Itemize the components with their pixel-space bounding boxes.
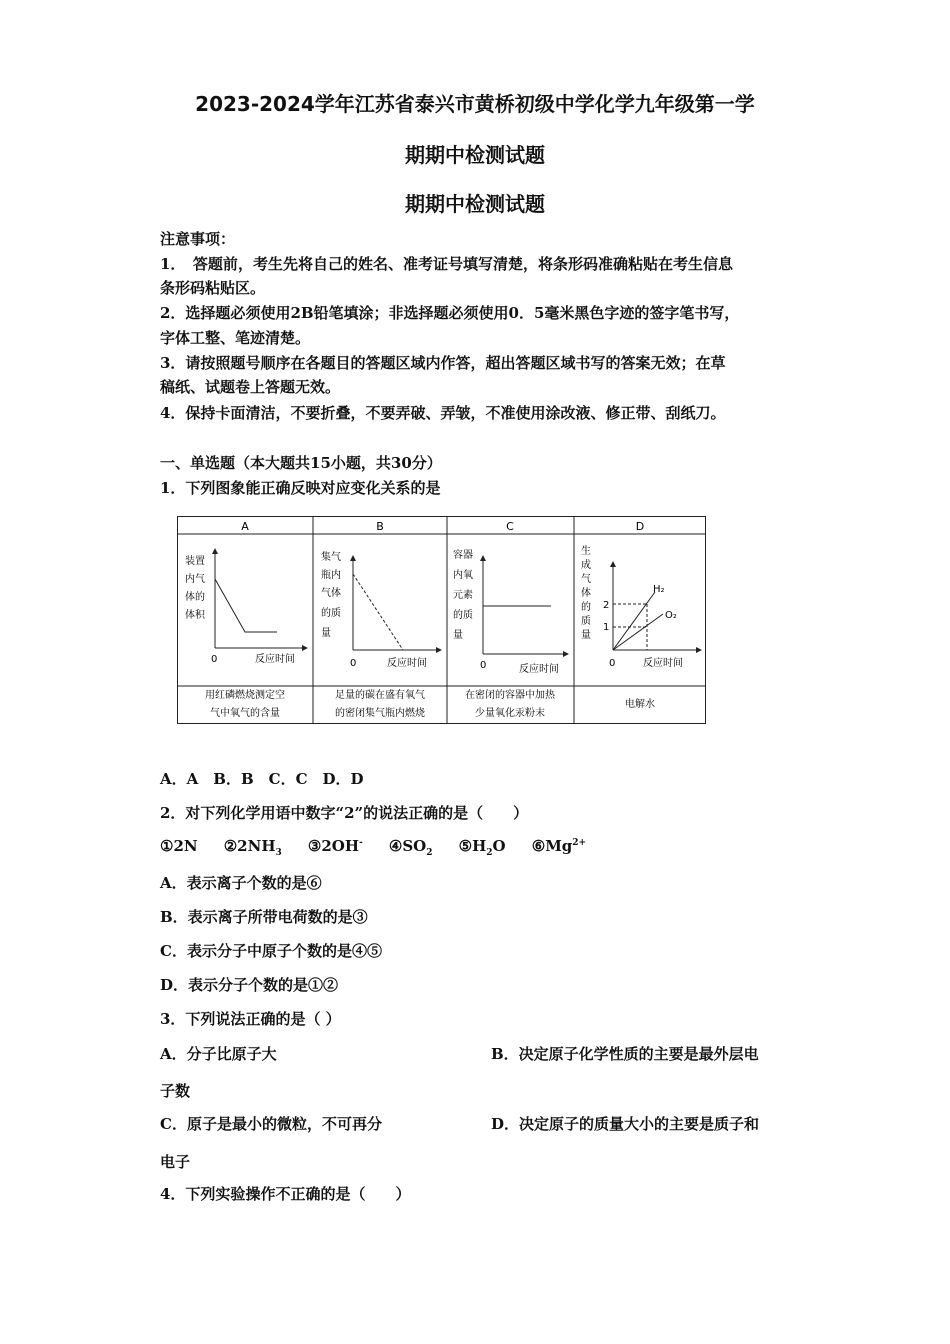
q2-item-1: ①2N <box>160 837 198 855</box>
graph-c-ylabel: 元素 <box>453 590 473 601</box>
graph-d-ylabel: 的 <box>581 602 591 613</box>
graph-d-ylabel: 成 <box>581 560 591 571</box>
graph-d-tick-2: 2 <box>603 600 610 611</box>
graph-a-ylabel: 装置 <box>185 556 205 567</box>
question-1-options: A．A B．B C．C D．D <box>160 770 364 788</box>
question-3-option-a: A．分子比原子大 <box>160 1045 277 1063</box>
graph-b-ylabel: 瓶内 <box>321 570 341 581</box>
figure-svg <box>177 516 706 724</box>
graph-c-ylabel: 内氧 <box>453 570 473 581</box>
title-line-2: 期期中检测试题 <box>405 143 545 167</box>
graph-b-curve <box>353 574 403 650</box>
question-1-stem: 1．下列图象能正确反映对应变化关系的是 <box>160 479 441 497</box>
question-2-option-a: A．表示离子个数的是⑥ <box>160 874 322 892</box>
graph-d-ylabel: 质 <box>581 616 591 627</box>
graph-c-origin: 0 <box>480 660 487 671</box>
graph-a-xlabel: 反应时间 <box>255 654 295 665</box>
graph-d-origin: 0 <box>609 658 616 669</box>
graph-b-ylabel: 集气 <box>321 552 341 563</box>
q2-item-2: $②2NH_3$ <box>223 837 282 858</box>
question-3-stem: 3．下列说法正确的是（ ） <box>160 1010 341 1028</box>
q2-item-3: ③2OH- <box>307 837 363 855</box>
graph-b-ylabel: 气体 <box>321 588 341 599</box>
graph-d-tick-1: 1 <box>603 622 610 633</box>
graph-d-o2-line <box>613 614 663 650</box>
notice-item: 4．保持卡面清洁，不要折叠，不要弄破、弄皱，不准使用涂改液、修正带、刮纸刀。 <box>160 404 726 422</box>
caption-b: 足量的碳在盛有氧气 <box>335 690 425 701</box>
header-b: B <box>376 520 384 533</box>
question-1-figure <box>177 516 706 724</box>
section-title: 一、单选题（本大题共15小题，共30分） <box>160 454 442 472</box>
graph-a <box>185 551 305 665</box>
graph-b-origin: 0 <box>350 658 357 669</box>
notice-item: 1． 答题前，考生先将自己的姓名、准考证号填写清楚，将条形码准确粘贴在考生信息 <box>160 255 733 273</box>
graph-b-xlabel: 反应时间 <box>387 658 427 669</box>
notice-item: 字体工整、笔迹清楚。 <box>160 329 311 347</box>
title-line-1: 2023-2024学年江苏省泰兴市黄桥初级中学化学九年级第一学 <box>195 92 755 116</box>
graph-d-o2-label: O₂ <box>665 610 677 621</box>
question-3-option-d: D．决定原子的质量大小的主要是质子和 <box>491 1115 760 1133</box>
graph-a-ylabel: 内气 <box>185 574 205 585</box>
graph-a-ylabel: 体积 <box>185 610 205 621</box>
notice-item: 2．选择题必须使用2B铅笔填涂；非选择题必须使用0．5毫米黑色字迹的签字笔书写， <box>160 304 740 322</box>
graph-d <box>581 544 699 669</box>
question-3-option-b-cont: 子数 <box>160 1082 191 1100</box>
graph-c-xlabel: 反应时间 <box>519 664 559 675</box>
question-3-option-d-cont: 电子 <box>160 1153 191 1171</box>
graph-c <box>453 549 566 675</box>
graph-c-ylabel: 容器 <box>453 550 473 561</box>
graph-c-ylabel: 的质 <box>453 610 473 621</box>
graph-a-curve <box>215 579 277 632</box>
notice-item: 条形码粘贴区。 <box>160 279 266 297</box>
graph-d-ylabel: 量 <box>581 630 591 641</box>
question-2-option-b: B．表示离子所带电荷数的是③ <box>160 908 368 926</box>
question-2-option-d: D．表示分子个数的是①② <box>160 976 339 994</box>
q2-item-6: $⑥Mg^{2+}$ <box>531 837 587 855</box>
q2-item-5: $⑤H_2O$ <box>458 837 506 858</box>
title-line-3: 期期中检测试题 <box>405 192 545 216</box>
caption-c: 少量氧化汞粉末 <box>475 708 545 719</box>
graph-d-ylabel: 体 <box>581 588 591 599</box>
notice-item: 稿纸、试题卷上答题无效。 <box>160 378 341 396</box>
graph-b-ylabel: 量 <box>321 628 331 639</box>
question-3-option-b: B．决定原子化学性质的主要是最外层电 <box>491 1045 759 1063</box>
question-2-option-c: C．表示分子中原子个数的是④⑤ <box>160 942 382 960</box>
caption-b: 的密闭集气瓶内燃烧 <box>335 708 425 719</box>
graph-b <box>321 550 439 669</box>
caption-d: 电解水 <box>625 699 655 710</box>
graph-a-ylabel: 体的 <box>185 592 205 603</box>
q2-item-4: $④SO_2$ <box>388 837 433 858</box>
header-a: A <box>241 520 249 533</box>
graph-b-ylabel: 的质 <box>321 608 341 619</box>
graph-d-ylabel: 生 <box>581 546 591 557</box>
graph-d-h2-label: H₂ <box>653 584 665 595</box>
graph-d-h2-line <box>613 592 655 650</box>
notice-heading: 注意事项： <box>160 230 236 248</box>
caption-c: 在密闭的容器中加热 <box>465 690 555 701</box>
question-4-stem: 4．下列实验操作不正确的是（ ） <box>160 1185 411 1203</box>
notice-item: 3．请按照题号顺序在各题目的答题区域内作答，超出答题区域书写的答案无效；在草 <box>160 354 726 372</box>
graph-a-origin: 0 <box>211 654 218 665</box>
header-c: C <box>506 520 514 533</box>
graph-c-ylabel: 量 <box>453 630 463 641</box>
header-d: D <box>635 520 645 533</box>
question-2-items <box>160 837 586 858</box>
question-2-stem: 2．对下列化学用语中数字“2”的说法正确的是（ ） <box>160 804 529 822</box>
caption-a: 用红磷燃烧测定空 <box>205 690 285 701</box>
question-3-option-c: C．原子是最小的微粒，不可再分 <box>160 1115 382 1133</box>
graph-d-ylabel: 气 <box>581 574 591 585</box>
graph-d-xlabel: 反应时间 <box>643 658 683 669</box>
caption-a: 气中氧气的含量 <box>210 708 280 719</box>
